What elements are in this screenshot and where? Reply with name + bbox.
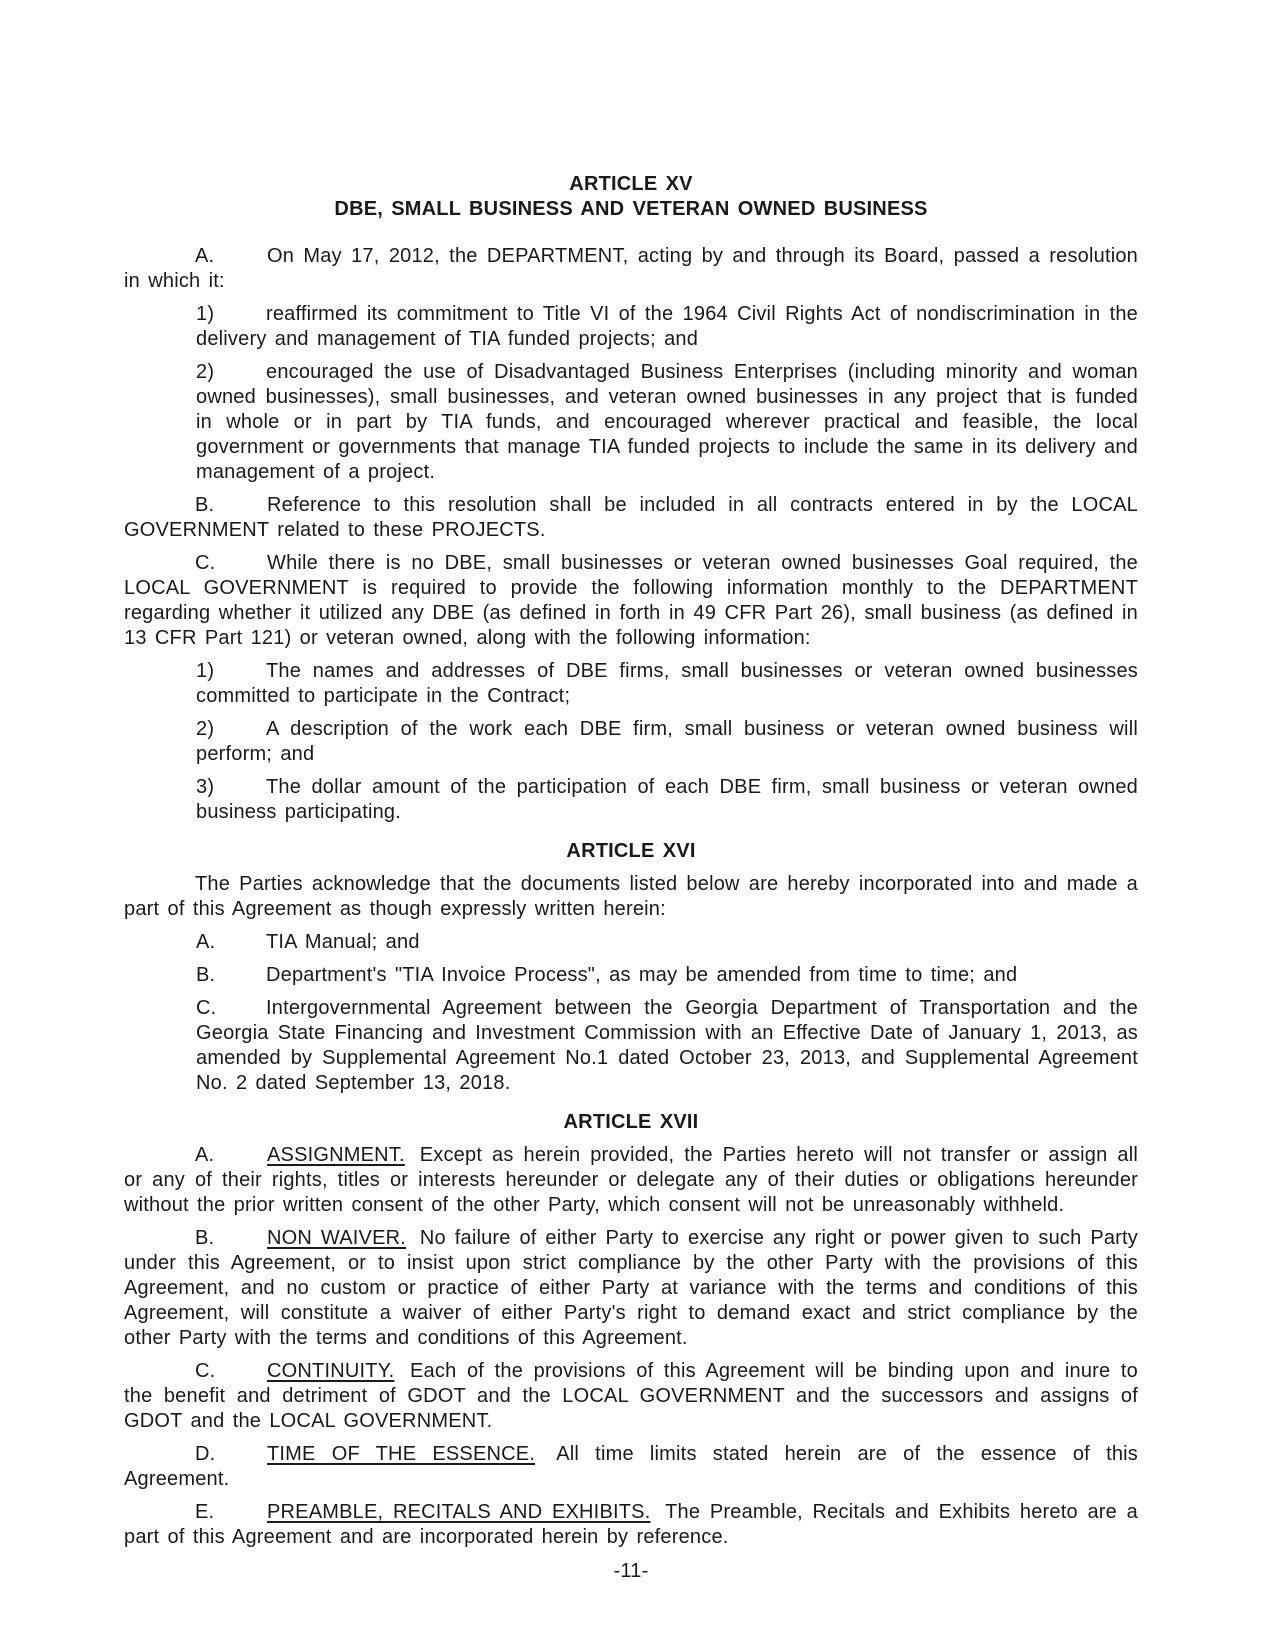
clause-text: The Preamble, Recitals and Exhibits hereto are a part of this Agreement and are incorporated herein by reference.	[124, 1501, 1138, 1548]
clause-continuity	[124, 1359, 1138, 1434]
paragraph-a-text: On May 17, 2012, the DEPARTMENT, acting by and through its Board, passed a resolution in which it:	[124, 245, 1138, 292]
clause-preamble-recitals-exhibits	[124, 1500, 1138, 1550]
clause-text: No failure of either Party to exercise any right or power given to such Party under this Agreement, or to insist upon strict compliance by the other Party with the provisions of this Agreement, and no custom or practice of either Party at variance with the terms and conditions of this Agreement, will constitute a waiver of either Party's right to demand exact and strict compliance by the other Party with the terms and conditions of this Agreement.	[124, 1227, 1138, 1349]
clause-non-waiver	[124, 1226, 1138, 1351]
list-item	[196, 963, 1138, 988]
paragraph-c-label: C.	[195, 552, 216, 574]
article-xv-subtitle: DBE, SMALL BUSINESS AND VETERAN OWNED BUSINESS	[334, 198, 928, 220]
article-xvi-intro	[124, 872, 1138, 922]
clause-text: Except as herein provided, the Parties hereto will not transfer or assign all or any of their rights, titles or interests hereunder or delegate any of their duties or obligations hereunder without the prior written consent of the other Party, which consent will not be unreasonably withheld.	[124, 1144, 1138, 1216]
list-item-text: reaffirmed its commitment to Title VI of the 1964 Civil Rights Act of nondiscrimination in the delivery and management of TIA funded projects; and	[196, 303, 1138, 350]
list-item-text: The names and addresses of DBE firms, small businesses or veteran owned businesses committed to participate in the Contract;	[196, 660, 1138, 707]
clause-title: PREAMBLE, RECITALS AND EXHIBITS.	[267, 1501, 651, 1523]
clause-text: All time limits stated herein are of the essence of this Agreement.	[124, 1443, 1138, 1490]
list-item-text: Department's "TIA Invoice Process", as may be amended from time to time; and	[266, 964, 1018, 986]
article-xv-paragraph-c	[124, 551, 1138, 651]
list-item-label: B.	[196, 964, 216, 986]
page-number: -11-	[613, 1560, 649, 1582]
paragraph-a-label: A.	[195, 245, 215, 267]
article-xvii-title: ARTICLE XVII	[563, 1111, 699, 1133]
list-item	[196, 360, 1138, 485]
article-xv-paragraph-b	[124, 493, 1138, 543]
clause-assignment	[124, 1143, 1138, 1218]
list-item-text: encouraged the use of Disadvantaged Business Enterprises (including minority and woman owned businesses), small businesses, and veteran owned businesses in any project that is funded in whole or in part by TIA funds, and encouraged wherever practical and feasible, the local government or governments that manage TIA funded projects to include the same in its delivery and management of a project.	[196, 361, 1138, 483]
list-item-label: 2)	[196, 718, 215, 740]
article-xvii-section	[124, 1110, 1138, 1550]
clause-label: D.	[195, 1443, 216, 1465]
paragraph-c-text: While there is no DBE, small businesses or veteran owned businesses Goal required, the LOCAL GOVERNMENT is required to provide the following information monthly to the DEPARTMENT regarding whether it utilized any DBE (as defined in forth in 49 CFR Part 26), small business (as defined in 13 CFR Part 121) or veteran owned, along with the following information:	[124, 552, 1138, 649]
article-xvi-title: ARTICLE XVI	[566, 840, 696, 862]
list-item-label: A.	[196, 931, 216, 953]
clause-title: ASSIGNMENT.	[267, 1144, 405, 1166]
list-item	[196, 302, 1138, 352]
list-item-label: C.	[196, 997, 217, 1019]
clause-label: C.	[195, 1360, 216, 1382]
list-item	[196, 659, 1138, 709]
list-item-text: A description of the work each DBE firm, small business or veteran owned business will perform; and	[196, 718, 1138, 765]
clause-title: CONTINUITY.	[267, 1360, 395, 1382]
clause-time-of-the-essence	[124, 1442, 1138, 1492]
list-item	[196, 996, 1138, 1096]
list-item-label: 1)	[196, 303, 215, 325]
clause-label: A.	[195, 1144, 215, 1166]
list-item-label: 2)	[196, 361, 215, 383]
clause-title: TIME OF THE ESSENCE.	[267, 1443, 536, 1465]
article-xvi-section	[124, 839, 1138, 1096]
article-xv-section	[124, 172, 1138, 825]
list-item	[196, 930, 1138, 955]
clause-text: Each of the provisions of this Agreement will be binding upon and inure to the benefit and detriment of GDOT and the LOCAL GOVERNMENT and the successors and assigns of GDOT and the LOCAL GOVERNMENT.	[124, 1360, 1138, 1432]
clause-title: NON WAIVER.	[267, 1227, 407, 1249]
article-xvi-intro-text: The Parties acknowledge that the documents listed below are hereby incorporated into and made a part of this Agreement as though expressly written herein:	[124, 873, 1138, 920]
list-item-text: TIA Manual; and	[266, 931, 420, 953]
paragraph-b-text: Reference to this resolution shall be included in all contracts entered in by the LOCAL GOVERNMENT related to these PROJECTS.	[124, 494, 1138, 541]
list-item	[196, 717, 1138, 767]
article-xv-title: ARTICLE XV	[569, 173, 693, 195]
list-item-label: 1)	[196, 660, 215, 682]
list-item-text: The dollar amount of the participation of each DBE firm, small business or veteran owned business participating.	[196, 776, 1138, 823]
clause-label: E.	[195, 1501, 215, 1523]
list-item	[196, 775, 1138, 825]
list-item-text: Intergovernmental Agreement between the Georgia Department of Transportation and the Georgia State Financing and Investment Commission with an Effective Date of January 1, 2013, as amended by Supplemental Agreement No.1 dated October 23, 2013, and Supplemental Agreement No. 2 dated September 13, 2018.	[196, 997, 1138, 1094]
list-item-label: 3)	[196, 776, 215, 798]
paragraph-b-label: B.	[195, 494, 215, 516]
clause-label: B.	[195, 1227, 215, 1249]
article-xv-paragraph-a	[124, 244, 1138, 294]
